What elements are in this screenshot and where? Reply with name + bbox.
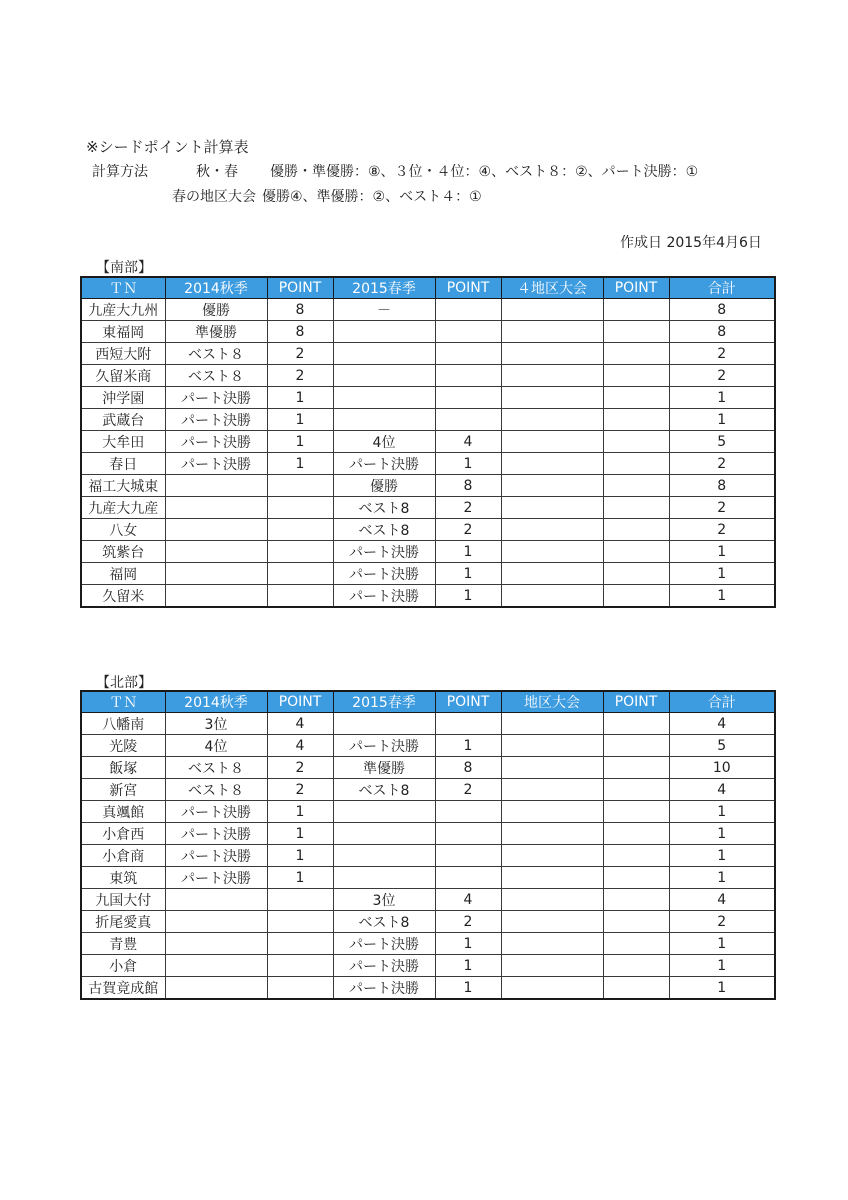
cell-district-result [501, 365, 603, 387]
cell-spring-2015-result: ベスト8 [333, 519, 435, 541]
cell-district-point [603, 497, 669, 519]
column-header-spring-2015-result: 2015春季 [333, 277, 435, 299]
table-row [81, 911, 775, 933]
cell-district-result [501, 801, 603, 823]
table-row [81, 735, 775, 757]
cell-total: 10 [669, 757, 775, 779]
column-header-district-point: POINT [603, 691, 669, 713]
cell-district-point [603, 321, 669, 343]
cell-autumn-2014-result: パート決勝 [165, 387, 267, 409]
cell-spring-2015-result: パート決勝 [333, 453, 435, 475]
cell-district-point [603, 519, 669, 541]
column-header-district-result: ４地区大会 [501, 277, 603, 299]
table-row [81, 585, 775, 608]
cell-autumn-2014-point: 1 [267, 431, 333, 453]
cell-district-result [501, 431, 603, 453]
cell-spring-2015-result [333, 409, 435, 431]
column-header-team-name: ＴＮ [81, 277, 165, 299]
cell-autumn-2014-result [165, 541, 267, 563]
cell-district-point [603, 563, 669, 585]
cell-district-result [501, 955, 603, 977]
cell-total: 5 [669, 431, 775, 453]
cell-autumn-2014-result: 準優勝 [165, 321, 267, 343]
cell-autumn-2014-point: 1 [267, 801, 333, 823]
cell-autumn-2014-result: パート決勝 [165, 845, 267, 867]
cell-district-result [501, 713, 603, 735]
cell-spring-2015-point [435, 845, 501, 867]
table-row [81, 497, 775, 519]
table-row [81, 845, 775, 867]
cell-team-name: 小倉 [81, 955, 165, 977]
cell-spring-2015-result [333, 321, 435, 343]
cell-spring-2015-point: 1 [435, 735, 501, 757]
cell-total: 1 [669, 955, 775, 977]
calc-method-text: 優勝・準優勝：⑧、３位・４位：④、ベスト８：②、パート決勝：① [270, 164, 699, 180]
calc-method-label: 計算方法 [92, 164, 148, 180]
table-row [81, 889, 775, 911]
cell-spring-2015-result: パート決勝 [333, 563, 435, 585]
cell-spring-2015-result [333, 713, 435, 735]
cell-team-name: 新宮 [81, 779, 165, 801]
cell-district-result [501, 779, 603, 801]
cell-autumn-2014-result: パート決勝 [165, 453, 267, 475]
cell-district-point [603, 585, 669, 608]
cell-autumn-2014-result [165, 497, 267, 519]
cell-spring-2015-point [435, 409, 501, 431]
column-header-spring-2015-point: POINT [435, 691, 501, 713]
cell-spring-2015-point [435, 299, 501, 321]
cell-spring-2015-result: 優勝 [333, 475, 435, 497]
cell-autumn-2014-result [165, 911, 267, 933]
cell-district-point [603, 933, 669, 955]
cell-district-point [603, 343, 669, 365]
table-header-row [81, 691, 775, 713]
cell-district-result [501, 453, 603, 475]
cell-autumn-2014-result: パート決勝 [165, 823, 267, 845]
cell-spring-2015-point: 1 [435, 563, 501, 585]
cell-team-name: 東福岡 [81, 321, 165, 343]
cell-autumn-2014-result [165, 977, 267, 1000]
cell-spring-2015-result: 準優勝 [333, 757, 435, 779]
cell-total: 1 [669, 867, 775, 889]
cell-district-result [501, 977, 603, 1000]
cell-total: 4 [669, 713, 775, 735]
cell-spring-2015-point [435, 343, 501, 365]
cell-district-point [603, 757, 669, 779]
cell-spring-2015-result [333, 343, 435, 365]
cell-district-result [501, 409, 603, 431]
cell-district-point [603, 845, 669, 867]
cell-team-name: 小倉商 [81, 845, 165, 867]
cell-district-point [603, 365, 669, 387]
table-row [81, 321, 775, 343]
cell-autumn-2014-result: ベスト８ [165, 757, 267, 779]
table-row [81, 955, 775, 977]
cell-spring-2015-point [435, 801, 501, 823]
table-row [81, 563, 775, 585]
cell-total: 1 [669, 387, 775, 409]
column-header-district-result: 地区大会 [501, 691, 603, 713]
table-row [81, 299, 775, 321]
cell-autumn-2014-point [267, 475, 333, 497]
cell-autumn-2014-point: 1 [267, 845, 333, 867]
cell-autumn-2014-point [267, 541, 333, 563]
cell-total: 1 [669, 933, 775, 955]
cell-total: 1 [669, 585, 775, 608]
cell-team-name: 古賀竟成館 [81, 977, 165, 1000]
cell-district-point [603, 409, 669, 431]
cell-spring-2015-result: パート決勝 [333, 735, 435, 757]
cell-district-result [501, 933, 603, 955]
table-row [81, 801, 775, 823]
cell-spring-2015-point: 1 [435, 541, 501, 563]
cell-autumn-2014-result: パート決勝 [165, 801, 267, 823]
cell-total: 2 [669, 343, 775, 365]
table-row [81, 541, 775, 563]
cell-district-result [501, 321, 603, 343]
table-row [81, 933, 775, 955]
cell-autumn-2014-point [267, 519, 333, 541]
cell-total: 2 [669, 497, 775, 519]
cell-autumn-2014-result [165, 475, 267, 497]
cell-autumn-2014-result: パート決勝 [165, 409, 267, 431]
cell-district-result [501, 867, 603, 889]
cell-total: 8 [669, 299, 775, 321]
cell-autumn-2014-point: 4 [267, 713, 333, 735]
cell-spring-2015-point [435, 823, 501, 845]
cell-spring-2015-point: 4 [435, 431, 501, 453]
cell-district-result [501, 585, 603, 608]
cell-spring-2015-result [333, 845, 435, 867]
cell-district-point [603, 889, 669, 911]
cell-spring-2015-result: パート決勝 [333, 933, 435, 955]
cell-team-name: 八幡南 [81, 713, 165, 735]
cell-team-name: 福工大城東 [81, 475, 165, 497]
cell-autumn-2014-point: 1 [267, 453, 333, 475]
table-row [81, 757, 775, 779]
calc-method-category: 秋・春 [196, 164, 238, 180]
calc-method-text: 優勝④、準優勝：②、ベスト４：① [262, 189, 482, 205]
cell-team-name: 青豊 [81, 933, 165, 955]
cell-autumn-2014-result: パート決勝 [165, 867, 267, 889]
cell-spring-2015-result: パート決勝 [333, 585, 435, 608]
cell-autumn-2014-result: ベスト８ [165, 779, 267, 801]
cell-team-name: 九国大付 [81, 889, 165, 911]
cell-team-name: 大牟田 [81, 431, 165, 453]
cell-spring-2015-result: 4位 [333, 431, 435, 453]
table-row [81, 713, 775, 735]
cell-spring-2015-point [435, 387, 501, 409]
cell-district-point [603, 299, 669, 321]
calc-method-row-1 [92, 161, 698, 181]
cell-spring-2015-result: － [333, 299, 435, 321]
cell-district-point [603, 541, 669, 563]
cell-district-point [603, 387, 669, 409]
cell-autumn-2014-point [267, 955, 333, 977]
cell-spring-2015-result: パート決勝 [333, 977, 435, 1000]
column-header-spring-2015-point: POINT [435, 277, 501, 299]
table-row [81, 365, 775, 387]
cell-district-point [603, 431, 669, 453]
cell-spring-2015-point: 2 [435, 519, 501, 541]
cell-spring-2015-point: 2 [435, 497, 501, 519]
cell-autumn-2014-point: 8 [267, 321, 333, 343]
cell-spring-2015-point: 1 [435, 977, 501, 1000]
cell-total: 1 [669, 801, 775, 823]
cell-autumn-2014-result: 3位 [165, 713, 267, 735]
cell-spring-2015-result [333, 867, 435, 889]
cell-spring-2015-result: ベスト8 [333, 779, 435, 801]
cell-team-name: 春日 [81, 453, 165, 475]
cell-total: 1 [669, 823, 775, 845]
cell-total: 1 [669, 977, 775, 1000]
cell-spring-2015-result: パート決勝 [333, 955, 435, 977]
cell-autumn-2014-point [267, 497, 333, 519]
cell-autumn-2014-result [165, 955, 267, 977]
cell-autumn-2014-result [165, 519, 267, 541]
cell-district-point [603, 911, 669, 933]
cell-autumn-2014-result [165, 585, 267, 608]
cell-autumn-2014-point: 1 [267, 867, 333, 889]
cell-spring-2015-point [435, 713, 501, 735]
cell-team-name: 東筑 [81, 867, 165, 889]
cell-district-point [603, 779, 669, 801]
cell-autumn-2014-point: 1 [267, 409, 333, 431]
cell-total: 4 [669, 889, 775, 911]
cell-total: 2 [669, 365, 775, 387]
cell-district-result [501, 475, 603, 497]
cell-spring-2015-point [435, 867, 501, 889]
cell-total: 2 [669, 519, 775, 541]
cell-district-point [603, 867, 669, 889]
cell-team-name: 久留米商 [81, 365, 165, 387]
cell-total: 1 [669, 409, 775, 431]
calc-method-category: 春の地区大会 [172, 189, 256, 205]
cell-team-name: 九産大九州 [81, 299, 165, 321]
cell-autumn-2014-point [267, 933, 333, 955]
cell-autumn-2014-result [165, 563, 267, 585]
cell-team-name: 小倉西 [81, 823, 165, 845]
cell-spring-2015-point: 1 [435, 933, 501, 955]
cell-team-name: 折尾愛真 [81, 911, 165, 933]
column-header-total: 合計 [669, 691, 775, 713]
cell-spring-2015-point [435, 321, 501, 343]
cell-district-result [501, 497, 603, 519]
cell-district-point [603, 977, 669, 1000]
cell-team-name: 武蔵台 [81, 409, 165, 431]
table-row [81, 867, 775, 889]
cell-autumn-2014-point: 2 [267, 779, 333, 801]
cell-autumn-2014-point: 4 [267, 735, 333, 757]
north-section-label: 【北部】 [96, 675, 152, 691]
document-title: ※シードポイント計算表 [86, 138, 249, 156]
cell-district-result [501, 541, 603, 563]
cell-total: 2 [669, 453, 775, 475]
calc-method-row-2 [172, 186, 482, 206]
cell-autumn-2014-point: 1 [267, 823, 333, 845]
cell-spring-2015-point: 4 [435, 889, 501, 911]
table-row [81, 977, 775, 1000]
cell-team-name: 福岡 [81, 563, 165, 585]
column-header-autumn-2014-result: 2014秋季 [165, 691, 267, 713]
cell-spring-2015-point: 1 [435, 453, 501, 475]
cell-autumn-2014-point: 2 [267, 343, 333, 365]
cell-spring-2015-result [333, 365, 435, 387]
cell-spring-2015-point: 1 [435, 585, 501, 608]
cell-district-result [501, 823, 603, 845]
cell-team-name: 沖学園 [81, 387, 165, 409]
cell-autumn-2014-result: ベスト８ [165, 343, 267, 365]
south-seed-table [80, 276, 776, 608]
cell-spring-2015-result: 3位 [333, 889, 435, 911]
cell-total: 8 [669, 321, 775, 343]
table-row [81, 475, 775, 497]
cell-team-name: 飯塚 [81, 757, 165, 779]
cell-district-result [501, 757, 603, 779]
cell-spring-2015-point: 8 [435, 757, 501, 779]
created-date: 作成日 2015年4月6日 [620, 235, 762, 251]
cell-total: 8 [669, 475, 775, 497]
cell-team-name: 真颯館 [81, 801, 165, 823]
cell-autumn-2014-point: 2 [267, 365, 333, 387]
table-row [81, 823, 775, 845]
cell-spring-2015-result [333, 387, 435, 409]
cell-spring-2015-result [333, 801, 435, 823]
cell-total: 1 [669, 563, 775, 585]
cell-district-point [603, 453, 669, 475]
cell-spring-2015-result: ベスト8 [333, 497, 435, 519]
north-seed-table [80, 690, 776, 1000]
cell-district-point [603, 713, 669, 735]
cell-autumn-2014-point [267, 911, 333, 933]
cell-spring-2015-result: ベスト8 [333, 911, 435, 933]
cell-district-result [501, 343, 603, 365]
cell-autumn-2014-result [165, 933, 267, 955]
cell-team-name: 西短大附 [81, 343, 165, 365]
cell-team-name: 光陵 [81, 735, 165, 757]
table-row [81, 387, 775, 409]
cell-autumn-2014-result: 優勝 [165, 299, 267, 321]
cell-total: 5 [669, 735, 775, 757]
cell-autumn-2014-result: パート決勝 [165, 431, 267, 453]
cell-team-name: 九産大九産 [81, 497, 165, 519]
table-row [81, 409, 775, 431]
cell-district-point [603, 801, 669, 823]
cell-spring-2015-result: パート決勝 [333, 541, 435, 563]
cell-autumn-2014-result: 4位 [165, 735, 267, 757]
cell-autumn-2014-point [267, 585, 333, 608]
cell-district-result [501, 845, 603, 867]
cell-district-result [501, 563, 603, 585]
cell-district-point [603, 475, 669, 497]
cell-autumn-2014-result [165, 889, 267, 911]
cell-spring-2015-point: 2 [435, 779, 501, 801]
cell-total: 1 [669, 541, 775, 563]
cell-team-name: 久留米 [81, 585, 165, 608]
column-header-team-name: ＴＮ [81, 691, 165, 713]
cell-district-result [501, 889, 603, 911]
table-row [81, 453, 775, 475]
column-header-district-point: POINT [603, 277, 669, 299]
cell-autumn-2014-point [267, 977, 333, 1000]
cell-autumn-2014-point: 2 [267, 757, 333, 779]
cell-district-point [603, 735, 669, 757]
column-header-autumn-2014-point: POINT [267, 277, 333, 299]
cell-district-point [603, 823, 669, 845]
cell-autumn-2014-point [267, 889, 333, 911]
cell-total: 1 [669, 845, 775, 867]
cell-spring-2015-point: 8 [435, 475, 501, 497]
cell-district-point [603, 955, 669, 977]
table-header-row [81, 277, 775, 299]
cell-spring-2015-point [435, 365, 501, 387]
column-header-autumn-2014-point: POINT [267, 691, 333, 713]
cell-district-result [501, 735, 603, 757]
cell-total: 2 [669, 911, 775, 933]
cell-team-name: 八女 [81, 519, 165, 541]
cell-district-result [501, 387, 603, 409]
cell-district-result [501, 519, 603, 541]
cell-spring-2015-result [333, 823, 435, 845]
cell-district-result [501, 911, 603, 933]
cell-autumn-2014-result: ベスト８ [165, 365, 267, 387]
column-header-autumn-2014-result: 2014秋季 [165, 277, 267, 299]
cell-district-result [501, 299, 603, 321]
column-header-total: 合計 [669, 277, 775, 299]
cell-team-name: 筑紫台 [81, 541, 165, 563]
cell-total: 4 [669, 779, 775, 801]
column-header-spring-2015-result: 2015春季 [333, 691, 435, 713]
table-row [81, 431, 775, 453]
table-row [81, 343, 775, 365]
cell-autumn-2014-point [267, 563, 333, 585]
cell-autumn-2014-point: 8 [267, 299, 333, 321]
table-row [81, 519, 775, 541]
cell-spring-2015-point: 2 [435, 911, 501, 933]
cell-autumn-2014-point: 1 [267, 387, 333, 409]
table-row [81, 779, 775, 801]
cell-spring-2015-point: 1 [435, 955, 501, 977]
south-section-label: 【南部】 [96, 260, 152, 276]
